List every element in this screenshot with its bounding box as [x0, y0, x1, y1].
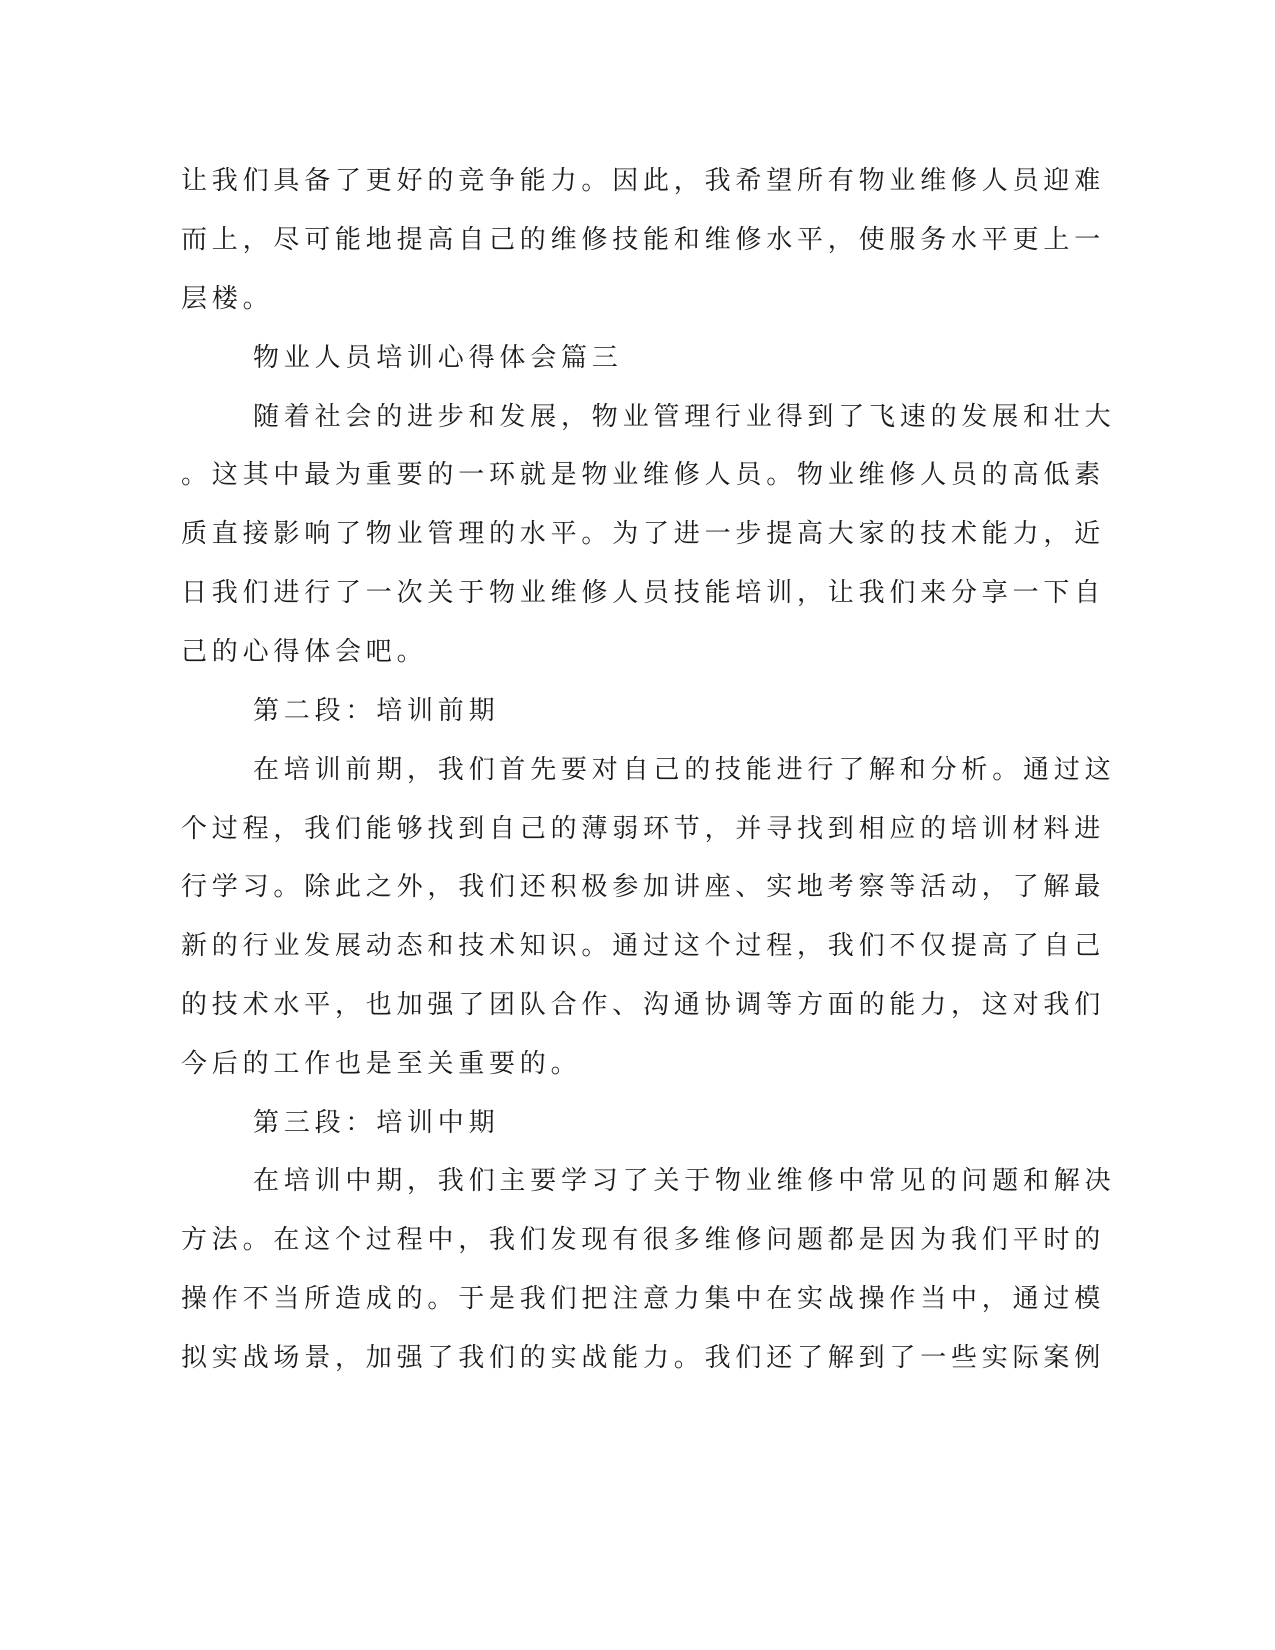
paragraph-line: 在培训前期，我们首先要对自己的技能进行了解和分析。通过这	[253, 755, 1116, 785]
paragraph-line: 行学习。除此之外，我们还积极参加讲座、实地考察等活动，了解最	[181, 872, 1106, 902]
section-heading: 第三段：培训中期	[253, 1108, 500, 1138]
paragraph-line: 。这其中最为重要的一环就是物业维修人员。物业维修人员的高低素	[181, 460, 1106, 490]
paragraph-line: 而上，尽可能地提高自己的维修技能和维修水平，使服务水平更上一	[181, 225, 1106, 255]
paragraph-line: 随着社会的进步和发展，物业管理行业得到了飞速的发展和壮大	[253, 402, 1116, 432]
paragraph-line: 在培训中期，我们主要学习了关于物业维修中常见的问题和解决	[253, 1166, 1116, 1196]
paragraph-line: 个过程，我们能够找到自己的薄弱环节，并寻找到相应的培训材料进	[181, 814, 1106, 844]
section-title: 物业人员培训心得体会篇三	[253, 343, 623, 373]
paragraph-line: 拟实战场景，加强了我们的实战能力。我们还了解到了一些实际案例	[181, 1343, 1106, 1373]
paragraph-line: 质直接影响了物业管理的水平。为了进一步提高大家的技术能力，近	[181, 519, 1106, 549]
paragraph-line: 让我们具备了更好的竞争能力。因此，我希望所有物业维修人员迎难	[181, 166, 1106, 196]
paragraph-line: 操作不当所造成的。于是我们把注意力集中在实战操作当中，通过模	[181, 1284, 1106, 1314]
paragraph-line: 的技术水平，也加强了团队合作、沟通协调等方面的能力，这对我们	[181, 990, 1106, 1020]
paragraph-line: 方法。在这个过程中，我们发现有很多维修问题都是因为我们平时的	[181, 1225, 1106, 1255]
paragraph-line: 层楼。	[181, 284, 274, 314]
paragraph-line: 今后的工作也是至关重要的。	[181, 1049, 582, 1079]
paragraph-line: 新的行业发展动态和技术知识。通过这个过程，我们不仅提高了自己	[181, 931, 1106, 961]
paragraph-line: 己的心得体会吧。	[181, 637, 428, 667]
section-heading: 第二段：培训前期	[253, 696, 500, 726]
paragraph-line: 日我们进行了一次关于物业维修人员技能培训，让我们来分享一下自	[181, 578, 1106, 608]
